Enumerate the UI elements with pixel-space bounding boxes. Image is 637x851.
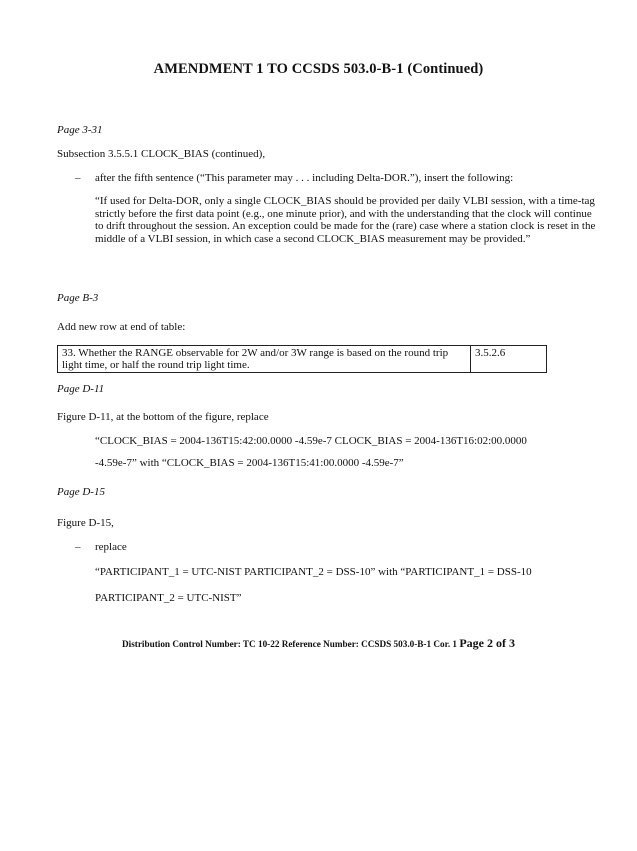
bullet-dash: – [75,172,81,184]
participant-line-1: “PARTICIPANT_1 = UTC-NIST PARTICIPANT_2 = DSS-10” with “PARTICIPANT_1 = DSS-10 [95,566,532,578]
figure-d15-instruction: Figure D-15, [57,517,114,529]
figure-d11-instruction: Figure D-11, at the bottom of the figure, replace [57,411,269,423]
table-cell-description: 33. Whether the RANGE observable for 2W and/or 3W range is based on the round trip light time, or half the round trip light time. [58,346,471,373]
amendment-table [57,345,547,373]
page-footer [0,636,637,651]
distribution-control-text: Distribution Control Number: TC 10-22 Reference Number: CCSDS 503.0-B-1 Cor. 1 [122,639,458,649]
inserted-quote: “If used for Delta-DOR, only a single CLOCK_BIAS should be provided per daily VLBI session, with a time-tag strictly before the first data point (e.g., one minute prior), and with the understanding that the clock will continue to drift throughout the session. An exception could be made for the (rare) case where a station clock is reset in the middle of a VLBI session, in which case a second CLOCK_BIAS measurement may be provided.” [95,195,596,245]
document-title: AMENDMENT 1 TO CCSDS 503.0-B-1 (Continued) [153,61,484,77]
page-number: Page 2 of 3 [459,636,515,650]
insert-instruction: after the fifth sentence (“This parameter may . . . including Delta-DOR.”), insert the following: [95,172,514,184]
add-row-instruction: Add new row at end of table: [57,321,186,333]
replacement-line-1: “CLOCK_BIAS = 2004-136T15:42:00.0000 -4.59e-7 CLOCK_BIAS = 2004-136T16:02:00.0000 [95,435,527,447]
participant-line-2: PARTICIPANT_2 = UTC-NIST” [95,592,242,604]
replace-instruction: replace [95,541,127,553]
bullet-dash: – [75,541,81,553]
table-cell-reference: 3.5.2.6 [471,346,547,373]
replacement-line-2: -4.59e-7” with “CLOCK_BIAS = 2004-136T15:41:00.0000 -4.59e-7” [95,457,404,469]
subsection-heading: Subsection 3.5.5.1 CLOCK_BIAS (continued), [57,148,266,160]
page-ref-d-11: Page D-11 [57,383,105,395]
page-ref-3-31: Page 3-31 [57,124,103,136]
table-row [58,346,547,373]
page-ref-d-15: Page D-15 [57,486,105,498]
page-ref-b-3: Page B-3 [57,292,99,304]
